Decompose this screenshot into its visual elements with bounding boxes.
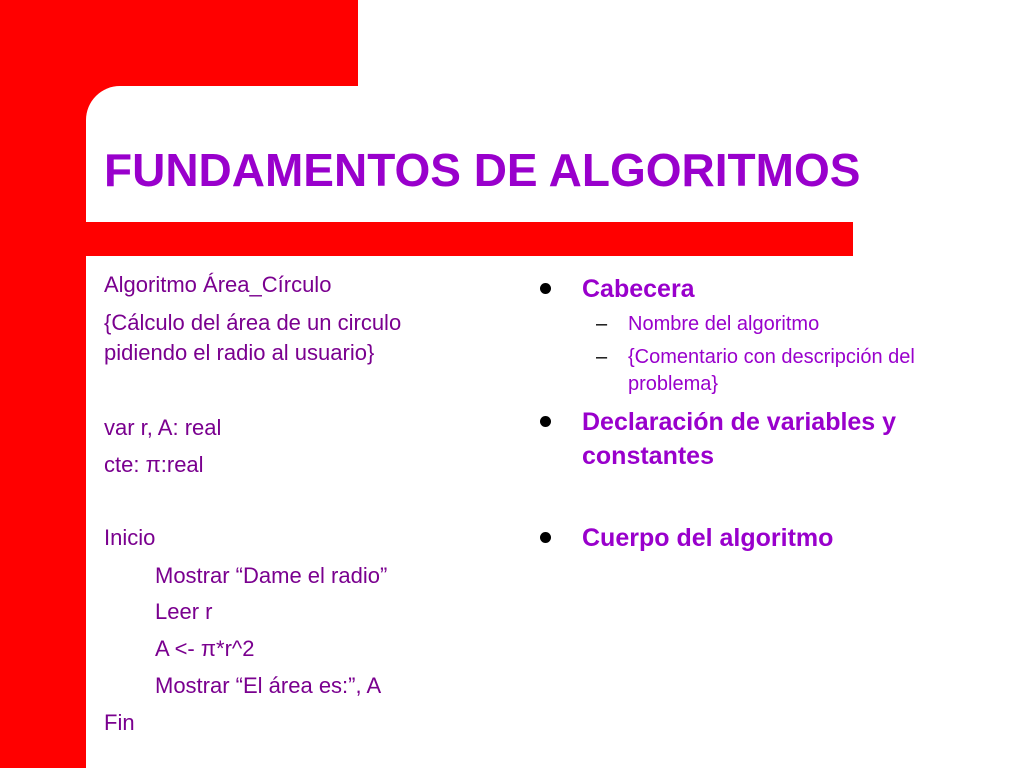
end-line: Fin bbox=[104, 710, 135, 735]
bullet-dot-icon bbox=[540, 283, 551, 294]
body-statement: Mostrar “El área es:”, A bbox=[155, 673, 382, 698]
body-statement: Leer r bbox=[155, 599, 213, 624]
body-statement: A <- π*r^2 bbox=[155, 636, 255, 661]
algorithm-comment-line: {Cálculo del área de un circulo bbox=[104, 310, 402, 335]
bullet-dot-icon bbox=[540, 416, 551, 427]
sub-item-label: {Comentario con descripción del problema} bbox=[628, 346, 915, 395]
bullet-label: Cabecera bbox=[582, 275, 695, 303]
decorative-red-left-bar bbox=[0, 0, 86, 768]
bullet-dot-icon bbox=[540, 532, 551, 543]
title-underline-bar bbox=[86, 222, 853, 256]
bullet-label: Declaración de variables y constantes bbox=[582, 408, 897, 470]
sub-item-label: Nombre del algoritmo bbox=[628, 313, 820, 335]
body-statement: Mostrar “Dame el radio” bbox=[155, 563, 388, 588]
dash-icon: – bbox=[596, 346, 608, 368]
variable-declaration-line: var r, A: real bbox=[104, 415, 222, 440]
bullet-label: Cuerpo del algoritmo bbox=[582, 524, 834, 552]
begin-line: Inicio bbox=[104, 525, 156, 550]
algorithm-comment-line: pidiendo el radio al usuario} bbox=[104, 340, 375, 365]
constant-declaration-line: cte: π:real bbox=[104, 452, 204, 477]
slide-title: FUNDAMENTOS DE ALGORITMOS bbox=[104, 144, 861, 196]
dash-icon: – bbox=[596, 313, 608, 335]
algorithm-header-line: Algoritmo Área_Círculo bbox=[104, 272, 332, 297]
